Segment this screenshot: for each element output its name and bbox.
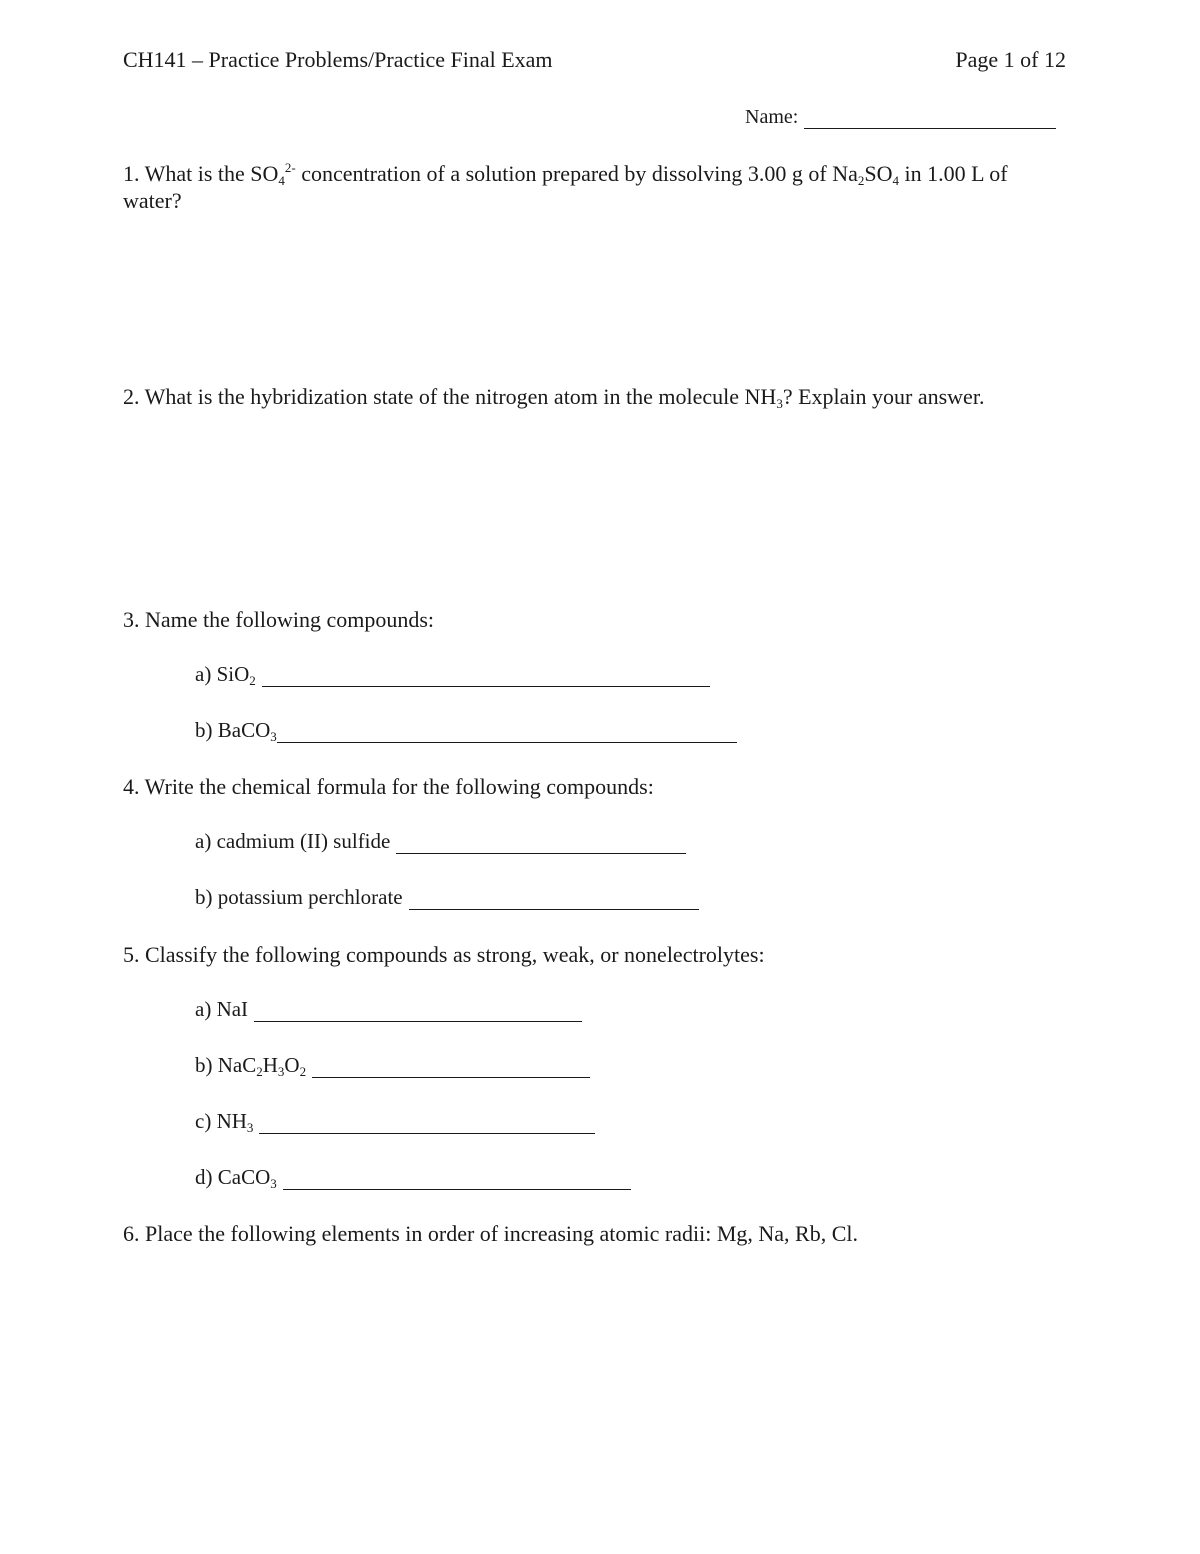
q4a-answer-blank[interactable] [396,835,686,854]
q5a-label: a) NaI [195,997,249,1021]
question-1 [123,160,1063,214]
q3b-answer-blank[interactable] [277,724,737,743]
q5b-answer-blank[interactable] [312,1059,590,1078]
q1-mid: concentration of a solution prepared by dissolving 3.00 g of Na [295,161,858,186]
q1-suffix: in 1.00 L of water? [123,161,1008,213]
q4b-label: b) potassium perchlorate [195,885,403,909]
q1-mid2: SO [864,161,893,186]
q1-prefix: 1. What is the SO [123,161,279,186]
q3b-label: b) BaCO$_3$ [195,718,277,744]
name-blank[interactable] [804,110,1056,129]
name-label: Name: [745,106,799,128]
q4-item-a [195,829,686,854]
q1-sub3: 4 [892,173,899,188]
q5-item-d [195,1165,631,1190]
question-3: 3. Name the following compounds: [123,607,435,632]
q2-suffix: ? Explain your answer. [782,384,985,409]
question-4: 4. Write the chemical formula for the following compounds: [123,774,654,799]
q5d-answer-blank[interactable] [283,1171,631,1190]
q1-sub: 4 [278,173,285,188]
q4-item-b [195,885,699,910]
q4b-answer-blank[interactable] [409,891,699,910]
q5c-label: c) $NH_3$ [195,1109,254,1135]
q5-item-c [195,1109,595,1134]
q5-item-b [195,1053,590,1078]
q1-sup: 2- [284,160,296,175]
q3-item-b [195,718,737,743]
page-number: Page 1 of 12 [955,47,1066,72]
question-5: 5. Classify the following compounds as strong, weak, or nonelectrolytes: [123,942,765,967]
q3-item-a [195,662,710,687]
q4a-label: a) cadmium (II) sulfide [195,829,391,853]
document-title: CH141 – Practice Problems/Practice Final Exam [123,47,553,72]
q5-item-a [195,997,582,1022]
q5b-label: b) $NaC_2H_3O_2$ [195,1053,307,1079]
q2-prefix: 2. What is the hybridization state of the nitrogen atom in the molecule NH [123,384,777,409]
q5a-answer-blank[interactable] [254,1003,582,1022]
q3a-answer-blank[interactable] [262,668,710,687]
question-6: 6. Place the following elements in order of increasing atomic radii: Mg, Na, Rb, Cl. [123,1221,858,1246]
q1-sub2: 2 [857,173,865,188]
question-2 [123,383,1003,410]
name-field[interactable] [745,106,1056,129]
q3a-label: a) SiO$_2$ [195,662,256,688]
q2-sub: 3 [776,396,783,411]
q5c-answer-blank[interactable] [259,1115,595,1134]
q5d-label: d) CaCO$_3$ [195,1165,277,1191]
